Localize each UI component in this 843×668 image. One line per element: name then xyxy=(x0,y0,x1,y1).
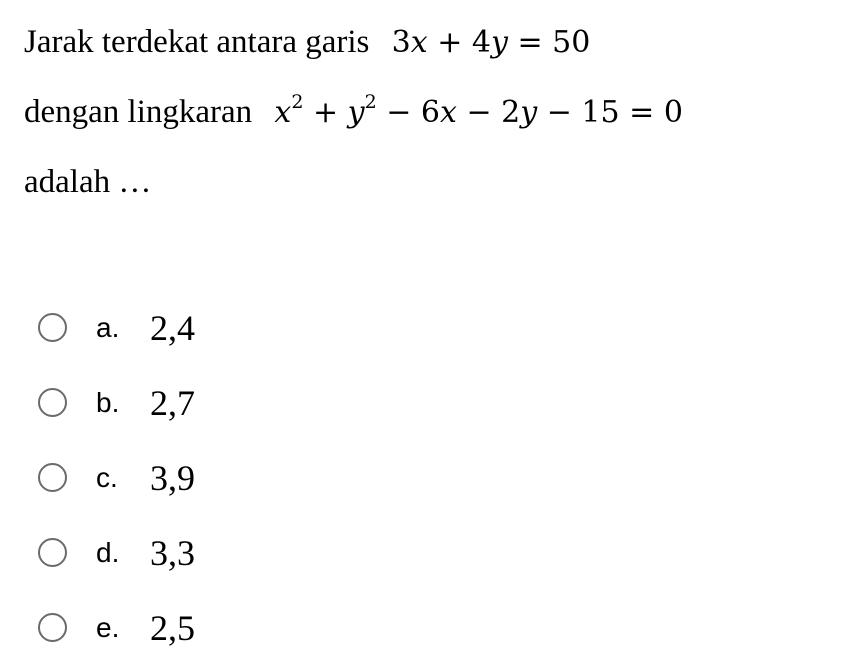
option-b-value: 2,7 xyxy=(150,382,195,423)
option-b-letter: b. xyxy=(96,386,120,418)
question-line-3-text: adalah … xyxy=(24,164,152,200)
option-a-letter: a. xyxy=(96,311,120,343)
option-a-value: 2,4 xyxy=(150,307,195,348)
answer-options xyxy=(38,290,438,665)
option-a[interactable] xyxy=(38,290,438,365)
circle-equation: $x^2 + y^2 - 6x - 2y - 15 = 0$ xyxy=(274,91,683,130)
option-c[interactable] xyxy=(38,440,438,515)
option-d-letter: d. xyxy=(96,536,120,568)
line-equation: 3x + 4y = 50 xyxy=(391,25,591,60)
option-c-letter: c. xyxy=(96,461,118,493)
question-line-2-text: dengan lingkaran xyxy=(24,94,253,130)
option-c-value: 3,9 xyxy=(150,457,195,498)
option-d[interactable] xyxy=(38,515,438,590)
radio-button-e[interactable] xyxy=(38,613,67,642)
question-line-1-text: Jarak terdekat antara garis xyxy=(24,24,370,60)
question-line-3 xyxy=(24,154,834,224)
option-d-value: 3,3 xyxy=(150,532,195,573)
question-line-2 xyxy=(24,84,834,154)
option-e-value: 2,5 xyxy=(150,607,195,648)
radio-button-a[interactable] xyxy=(38,313,67,342)
option-e[interactable] xyxy=(38,590,438,665)
question-text xyxy=(24,14,834,224)
radio-button-c[interactable] xyxy=(38,463,67,492)
option-e-letter: e. xyxy=(96,611,120,643)
question-line-1 xyxy=(24,14,834,84)
radio-button-b[interactable] xyxy=(38,388,67,417)
option-b[interactable] xyxy=(38,365,438,440)
radio-button-d[interactable] xyxy=(38,538,67,567)
